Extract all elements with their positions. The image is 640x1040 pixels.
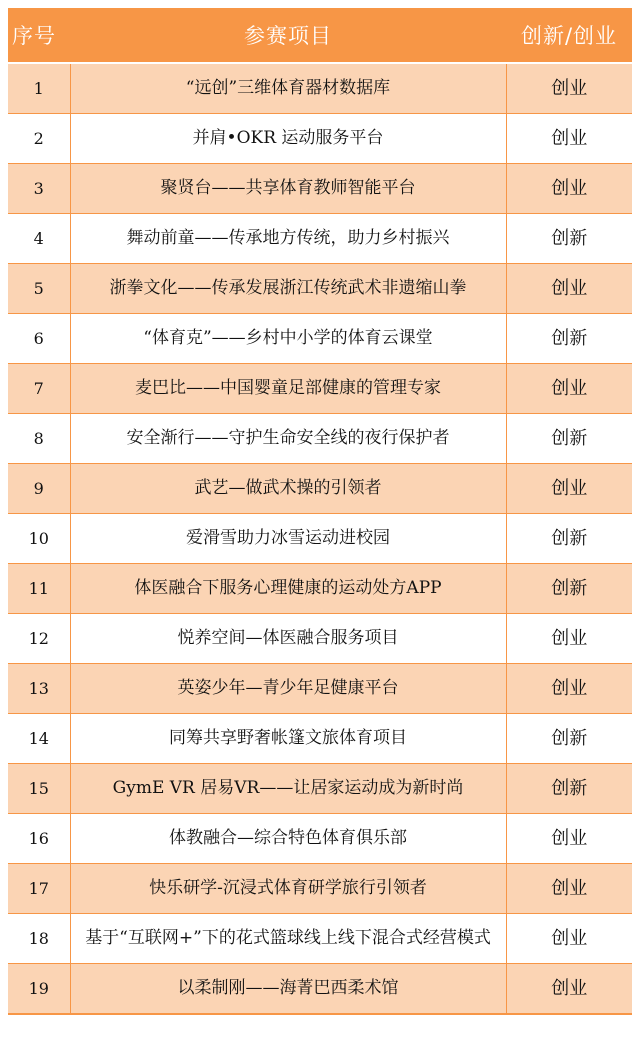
table-row — [8, 914, 632, 964]
row-project-cell: 体医融合下服务心理健康的运动处方APP — [70, 564, 506, 614]
row-seq-cell: 2 — [8, 114, 70, 164]
table-row — [8, 714, 632, 764]
row-type-cell: 创新 — [506, 714, 632, 764]
row-type-cell: 创新 — [506, 764, 632, 814]
table-row — [8, 564, 632, 614]
row-type-cell: 创业 — [506, 864, 632, 914]
row-type-cell: 创业 — [506, 164, 632, 214]
row-type-cell: 创业 — [506, 614, 632, 664]
row-type-cell: 创新 — [506, 214, 632, 264]
header-project: 参赛项目 — [70, 8, 506, 63]
row-seq-cell: 9 — [8, 464, 70, 514]
row-project-cell: “体育克”——乡村中小学的体育云课堂 — [70, 314, 506, 364]
row-seq-cell: 15 — [8, 764, 70, 814]
row-seq-cell: 14 — [8, 714, 70, 764]
table-row — [8, 814, 632, 864]
row-project-cell: 快乐研学-沉浸式体育研学旅行引领者 — [70, 864, 506, 914]
row-seq-cell: 19 — [8, 964, 70, 1015]
table-row — [8, 264, 632, 314]
row-project-cell: 武艺—做武术操的引领者 — [70, 464, 506, 514]
table-row — [8, 364, 632, 414]
table-row — [8, 114, 632, 164]
row-project-cell: 舞动前童——传承地方传统，助力乡村振兴 — [70, 214, 506, 264]
row-project-cell: “远创”三维体育器材数据库 — [70, 63, 506, 114]
row-type-cell: 创业 — [506, 364, 632, 414]
table-row — [8, 964, 632, 1015]
projects-table-container — [8, 8, 632, 1015]
row-seq-cell: 12 — [8, 614, 70, 664]
row-type-cell: 创业 — [506, 914, 632, 964]
row-project-cell: 悦养空间—体医融合服务项目 — [70, 614, 506, 664]
table-row — [8, 164, 632, 214]
row-project-cell: 麦巴比——中国婴童足部健康的管理专家 — [70, 364, 506, 414]
table-row — [8, 514, 632, 564]
table-row — [8, 464, 632, 514]
header-type: 创新/创业 — [506, 8, 632, 63]
table-row — [8, 214, 632, 264]
row-project-cell: 同筹共享野奢帐篷文旅体育项目 — [70, 714, 506, 764]
row-seq-cell: 13 — [8, 664, 70, 714]
row-project-cell: 爱滑雪助力冰雪运动进校园 — [70, 514, 506, 564]
table-row — [8, 664, 632, 714]
header-row — [8, 8, 632, 63]
row-seq-cell: 7 — [8, 364, 70, 414]
row-seq-cell: 8 — [8, 414, 70, 464]
row-project-cell: 浙拳文化——传承发展浙江传统武术非遗缩山拳 — [70, 264, 506, 314]
row-type-cell: 创业 — [506, 464, 632, 514]
row-seq-cell: 11 — [8, 564, 70, 614]
table-row — [8, 764, 632, 814]
row-seq-cell: 17 — [8, 864, 70, 914]
row-type-cell: 创业 — [506, 664, 632, 714]
row-type-cell: 创新 — [506, 314, 632, 364]
table-row — [8, 414, 632, 464]
row-type-cell: 创业 — [506, 114, 632, 164]
row-seq-cell: 1 — [8, 63, 70, 114]
row-project-cell: 以柔制刚——海菁巴西柔术馆 — [70, 964, 506, 1015]
row-project-cell: 安全渐行——守护生命安全线的夜行保护者 — [70, 414, 506, 464]
row-seq-cell: 3 — [8, 164, 70, 214]
table-row — [8, 614, 632, 664]
table-row — [8, 864, 632, 914]
row-project-cell: 英姿少年—青少年足健康平台 — [70, 664, 506, 714]
row-type-cell: 创业 — [506, 814, 632, 864]
projects-table — [8, 8, 632, 1015]
row-type-cell: 创新 — [506, 514, 632, 564]
row-type-cell: 创业 — [506, 63, 632, 114]
header-seq: 序号 — [8, 8, 70, 63]
row-seq-cell: 18 — [8, 914, 70, 964]
row-seq-cell: 16 — [8, 814, 70, 864]
row-project-cell: 并肩•OKR 运动服务平台 — [70, 114, 506, 164]
row-project-cell: 体教融合—综合特色体育俱乐部 — [70, 814, 506, 864]
row-seq-cell: 5 — [8, 264, 70, 314]
table-header — [8, 8, 632, 63]
table-row — [8, 314, 632, 364]
row-project-cell: 聚贤台——共享体育教师智能平台 — [70, 164, 506, 214]
row-seq-cell: 4 — [8, 214, 70, 264]
row-project-cell: 基于“互联网+”下的花式篮球线上线下混合式经营模式 — [70, 914, 506, 964]
row-type-cell: 创新 — [506, 414, 632, 464]
row-seq-cell: 6 — [8, 314, 70, 364]
table-row — [8, 63, 632, 114]
row-type-cell: 创新 — [506, 564, 632, 614]
row-project-cell: GymE VR 居易VR——让居家运动成为新时尚 — [70, 764, 506, 814]
table-body — [8, 63, 632, 1014]
row-type-cell: 创业 — [506, 264, 632, 314]
row-seq-cell: 10 — [8, 514, 70, 564]
row-type-cell: 创业 — [506, 964, 632, 1015]
